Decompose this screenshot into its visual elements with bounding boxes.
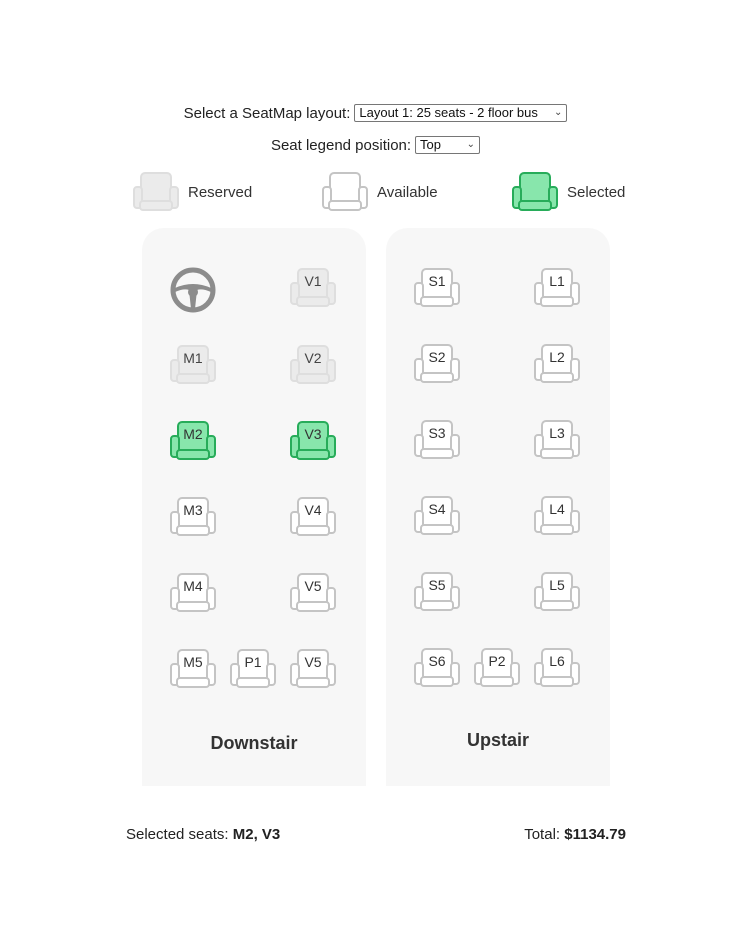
seat-P1[interactable]: P1 (229, 647, 277, 691)
seat-S5[interactable]: S5 (413, 570, 461, 614)
seat-legend (0, 170, 751, 214)
selected-seat-icon (511, 170, 559, 214)
total-label: Total: (524, 826, 561, 843)
legend-position-value: Top (420, 137, 442, 152)
layout-select[interactable] (354, 104, 567, 122)
legend-position-select[interactable] (415, 136, 480, 154)
selected-seats-label: Selected seats: (126, 826, 229, 843)
layout-control-row (0, 104, 751, 122)
legend-position-label: Seat legend position: (270, 136, 412, 154)
upstair-title: Upstair (466, 730, 529, 750)
seat-L4[interactable]: L4 (533, 494, 581, 538)
steering-wheel-icon (169, 266, 217, 314)
seat-M3[interactable]: M3 (169, 495, 217, 539)
seat-L6[interactable]: L6 (533, 646, 581, 690)
seat-M5[interactable]: M5 (169, 647, 217, 691)
legend-selected (511, 170, 625, 214)
seat-L2[interactable]: L2 (533, 342, 581, 386)
seat-V1: V1 (289, 266, 337, 310)
legend-selected-label: Selected (567, 183, 626, 201)
seat-S6[interactable]: S6 (413, 646, 461, 690)
seat-shape (511, 170, 559, 214)
seat-L1[interactable]: L1 (533, 266, 581, 310)
seat-V5-rear[interactable]: V5 (289, 647, 337, 691)
layout-select-value: Layout 1: 25 seats - 2 floor bus (359, 105, 538, 120)
seat-V3[interactable]: V3 (289, 419, 337, 463)
seat-V5[interactable]: V5 (289, 571, 337, 615)
reserved-seat-icon (132, 170, 180, 214)
legend-reserved-label: Reserved (188, 183, 253, 201)
seat-shape (321, 170, 369, 214)
total-value: $1134.79 (564, 826, 626, 843)
seat-M1: M1 (169, 343, 217, 387)
downstair-panel (142, 228, 366, 786)
legend-available-label: Available (377, 183, 438, 201)
seat-S3[interactable]: S3 (413, 418, 461, 462)
upstair-panel (386, 228, 610, 786)
seat-S4[interactable]: S4 (413, 494, 461, 538)
seat-M4[interactable]: M4 (169, 571, 217, 615)
chevron-down-icon: ⌄ (553, 107, 563, 118)
selected-seats-value: M2, V3 (232, 826, 281, 843)
seat-shape (132, 170, 180, 214)
layout-select-label: Select a SeatMap layout: (183, 104, 351, 122)
legend-available (321, 170, 438, 214)
available-seat-icon (321, 170, 369, 214)
seat-V2: V2 (289, 343, 337, 387)
legend-position-control-row (0, 136, 751, 154)
seat-M2[interactable]: M2 (169, 419, 217, 463)
seat-S1[interactable]: S1 (413, 266, 461, 310)
seat-P2[interactable]: P2 (473, 646, 521, 690)
chevron-down-icon: ⌄ (466, 139, 476, 150)
legend-reserved (132, 170, 252, 214)
seat-S2[interactable]: S2 (413, 342, 461, 386)
seat-L3[interactable]: L3 (533, 418, 581, 462)
downstair-title: Downstair (210, 733, 298, 753)
selected-seats-summary (126, 826, 280, 843)
seat-V4[interactable]: V4 (289, 495, 337, 539)
seat-L5[interactable]: L5 (533, 570, 581, 614)
total-summary (524, 826, 626, 843)
